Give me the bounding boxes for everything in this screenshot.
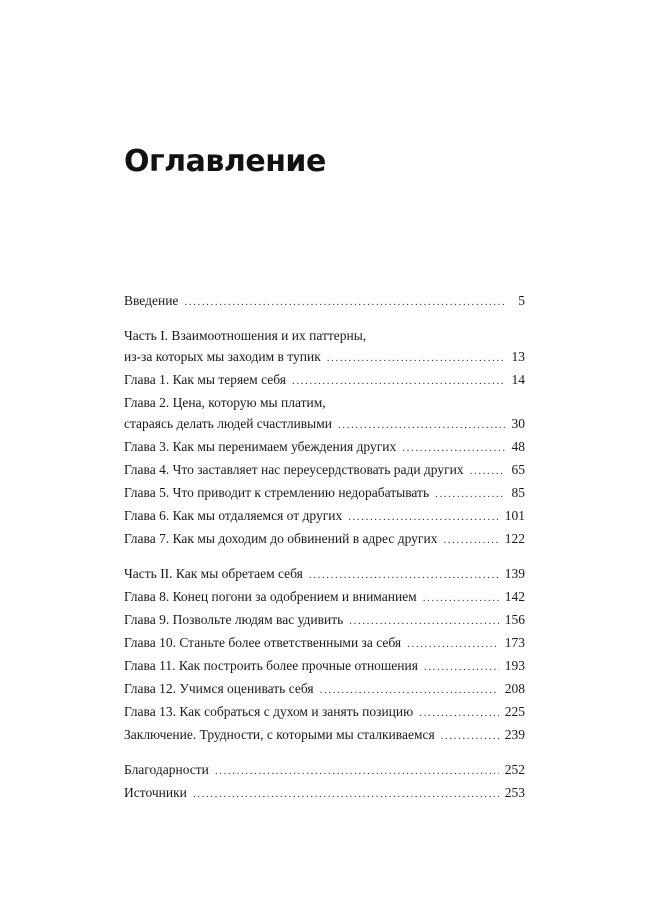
toc-entry-title: Глава 5. Что приводит к стремлению недорабатывать [124, 485, 430, 500]
toc-entry-page-number: 5 [518, 293, 525, 308]
toc-entry-page-number: 239 [504, 727, 525, 742]
toc-entry[interactable] [124, 586, 525, 609]
dot-leader [402, 438, 505, 459]
toc-entry[interactable] [124, 505, 525, 528]
dot-leader [292, 371, 505, 392]
toc-entry[interactable] [124, 325, 525, 369]
toc-entry-title: из-за которых мы заходим в тупик [124, 349, 321, 364]
dot-leader [320, 680, 499, 701]
toc-entry-title: Глава 12. Учимся оценивать себя [124, 681, 314, 696]
toc-entry-title: Введение [124, 293, 179, 308]
toc-entry[interactable] [124, 678, 525, 701]
toc-section [124, 290, 525, 313]
toc-section [124, 759, 525, 805]
toc-entry-page-number: 173 [504, 635, 525, 650]
toc-entry[interactable] [124, 436, 525, 459]
toc-entry-title: Благодарности [124, 762, 209, 777]
toc-entry-title: Источники [124, 785, 187, 800]
dot-leader [443, 530, 498, 551]
dot-leader [423, 588, 499, 609]
toc-entry[interactable] [124, 632, 525, 655]
dot-leader [309, 565, 499, 586]
toc-entry-page-number: 193 [504, 658, 525, 673]
toc-entry-page-number: 252 [504, 762, 525, 777]
toc-entry[interactable] [124, 563, 525, 586]
toc-entry-title: Заключение. Трудности, с которыми мы сталкиваемся [124, 727, 435, 742]
toc-entry[interactable] [124, 528, 525, 551]
page-title: Оглавление [124, 144, 326, 179]
toc-entry-title: Глава 1. Как мы теряем себя [124, 372, 286, 387]
toc-entry-title: Глава 6. Как мы отдаляемся от других [124, 508, 343, 523]
toc-entry-page-number: 225 [504, 704, 525, 719]
dot-leader [215, 761, 499, 782]
toc-entry[interactable] [124, 369, 525, 392]
toc-entry-page-number: 156 [504, 612, 525, 627]
dot-leader [419, 703, 499, 724]
dot-leader [470, 461, 505, 482]
toc-entry[interactable] [124, 759, 525, 782]
toc-entry-title-line: Часть I. Взаимоотношения и их паттерны, [124, 328, 367, 343]
dot-leader [338, 415, 505, 436]
toc-section [124, 325, 525, 551]
toc-entry-page-number: 13 [511, 349, 525, 364]
toc-entry-page-number: 253 [504, 785, 525, 800]
toc-entry[interactable] [124, 782, 525, 805]
toc-entry-title: Глава 7. Как мы доходим до обвинений в адрес других [124, 531, 438, 546]
toc-entry-page-number: 139 [504, 566, 525, 581]
toc-entry-page-number: 85 [511, 485, 525, 500]
toc-entry-page-number: 65 [511, 462, 525, 477]
toc-entry-page-number: 30 [511, 416, 525, 431]
toc-section [124, 563, 525, 747]
toc-entry-title: Глава 11. Как построить более прочные отношения [124, 658, 418, 673]
toc-entry-page-number: 122 [504, 531, 525, 546]
toc-entry[interactable] [124, 290, 525, 313]
toc-entry-title: Глава 10. Станьте более ответственными за себя [124, 635, 402, 650]
toc-entry-page-number: 142 [504, 589, 525, 604]
toc-entry-title: стараясь делать людей счастливыми [124, 416, 333, 431]
dot-leader [424, 657, 499, 678]
toc-entry-title: Глава 4. Что заставляет нас переусердствовать ради других [124, 462, 464, 477]
dot-leader [327, 348, 505, 369]
dot-leader [407, 634, 499, 655]
dot-leader [184, 292, 505, 313]
toc-entry-page-number: 48 [511, 439, 525, 454]
dot-leader [193, 784, 499, 805]
toc-entry-title: Глава 13. Как собраться с духом и занять позицию [124, 704, 414, 719]
toc-entry-page-number: 101 [504, 508, 525, 523]
toc-entry-title-line: Глава 2. Цена, которую мы платим, [124, 395, 326, 410]
toc-entry[interactable] [124, 701, 525, 724]
toc-entry-title: Глава 8. Конец погони за одобрением и вниманием [124, 589, 417, 604]
toc-entry[interactable] [124, 459, 525, 482]
toc-entry-title: Часть II. Как мы обретаем себя [124, 566, 303, 581]
toc-entry[interactable] [124, 655, 525, 678]
toc-entry-page-number: 14 [511, 372, 525, 387]
toc-entry-title: Глава 9. Позвольте людям вас удивить [124, 612, 344, 627]
dot-leader [441, 726, 499, 747]
toc-entry-title: Глава 3. Как мы перенимаем убеждения других [124, 439, 397, 454]
toc-entry[interactable] [124, 482, 525, 505]
dot-leader [349, 611, 499, 632]
table-of-contents [124, 290, 525, 817]
toc-entry[interactable] [124, 392, 525, 436]
toc-entry-page-number: 208 [504, 681, 525, 696]
toc-entry[interactable] [124, 609, 525, 632]
dot-leader [435, 484, 505, 505]
toc-entry[interactable] [124, 724, 525, 747]
dot-leader [348, 507, 499, 528]
